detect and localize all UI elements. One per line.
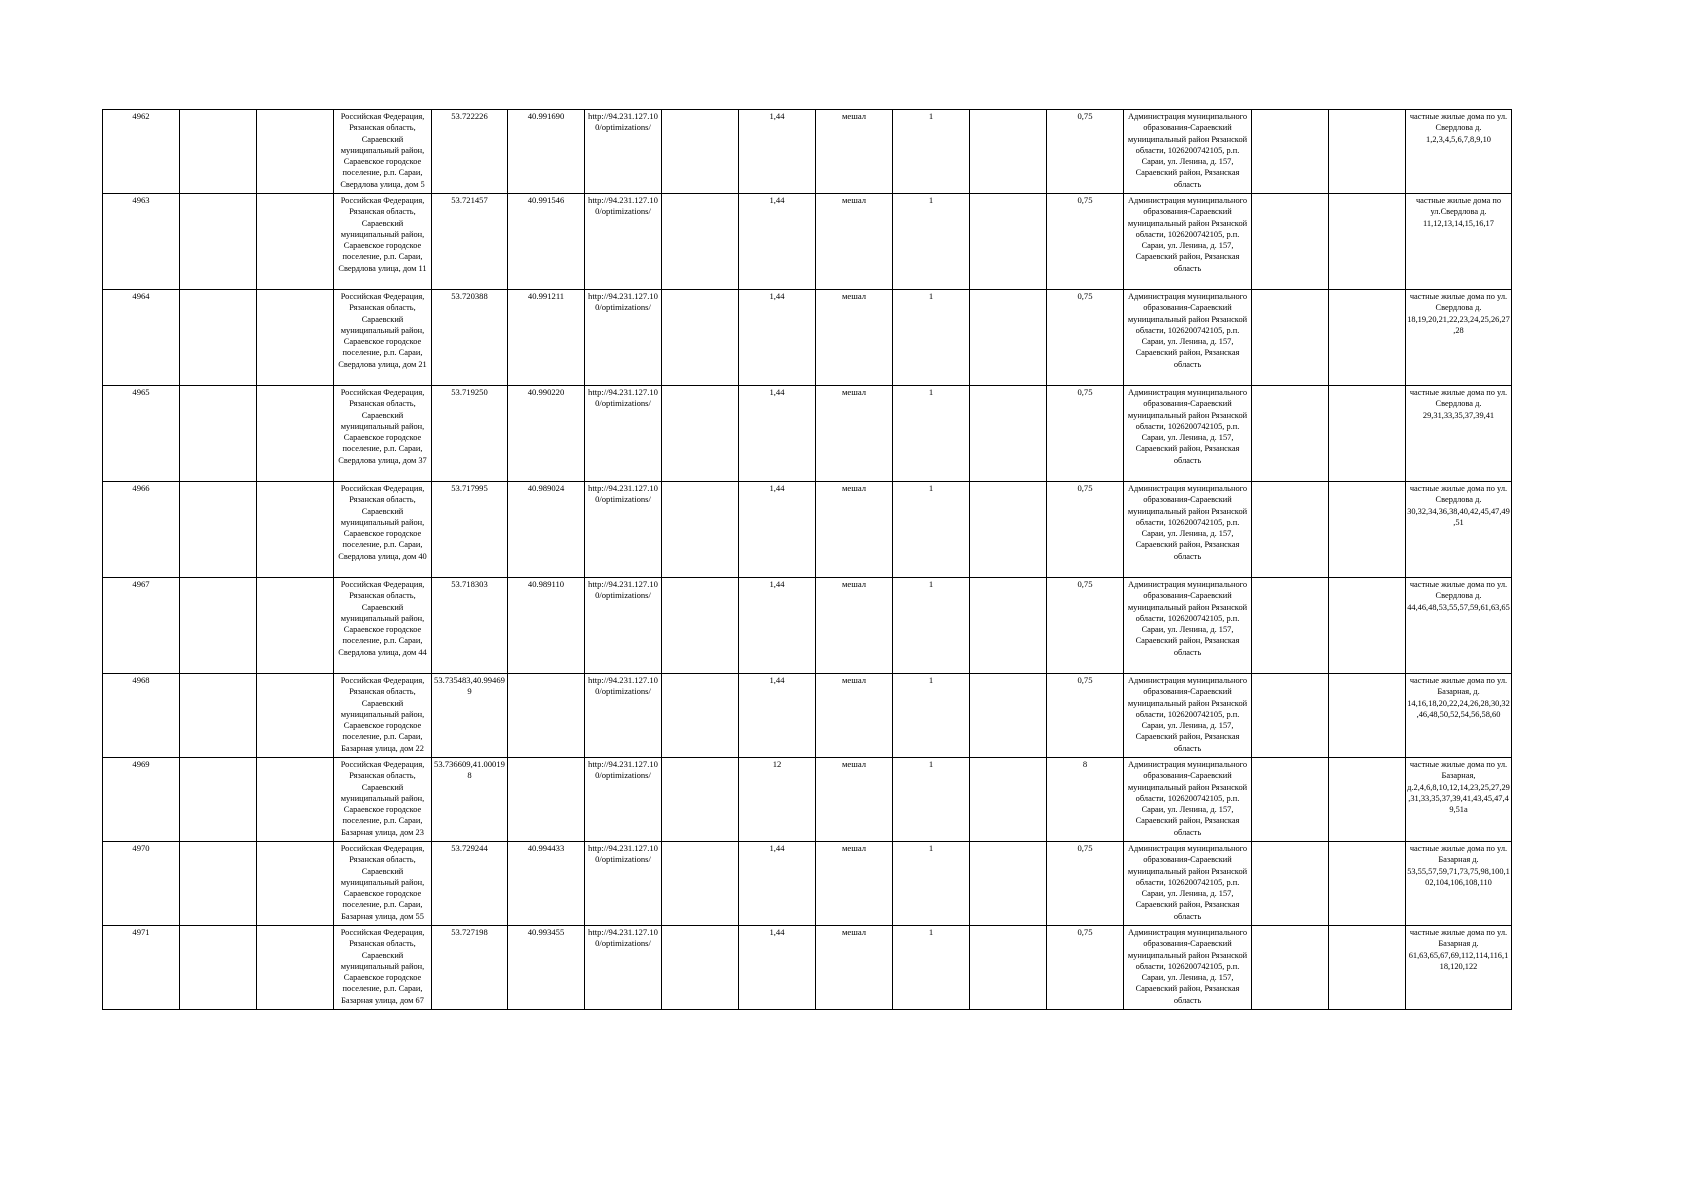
longitude-cell: 40.989024 xyxy=(508,482,585,578)
empty-cell xyxy=(257,482,334,578)
latitude-cell: 53.718303 xyxy=(432,578,508,674)
area-cell: 1,44 xyxy=(739,482,816,578)
longitude-cell: 40.991546 xyxy=(508,194,585,290)
container-count-cell: 1 xyxy=(893,842,970,926)
empty-cell xyxy=(1252,194,1329,290)
longitude-cell: 40.990220 xyxy=(508,386,585,482)
empty-cell xyxy=(1329,386,1406,482)
area-cell: 1,44 xyxy=(739,926,816,1010)
table-row xyxy=(103,110,1512,194)
empty-cell xyxy=(970,290,1047,386)
empty-cell xyxy=(257,110,334,194)
container-count-cell: 1 xyxy=(893,926,970,1010)
row-number-cell: 4965 xyxy=(103,386,180,482)
row-number-cell: 4968 xyxy=(103,674,180,758)
empty-cell xyxy=(1329,758,1406,842)
empty-cell xyxy=(257,758,334,842)
empty-cell xyxy=(180,194,257,290)
owner-cell: Администрация муниципального образования-Сараевский муниципальный район Рязанской области, 1026200742105, р.п. Сараи, ул. Ленина, д. 157, Сараевский район, Рязанская область xyxy=(1124,758,1252,842)
owner-cell: Администрация муниципального образования-Сараевский муниципальный район Рязанской области, 1026200742105, р.п. Сараи, ул. Ленина, д. 157, Сараевский район, Рязанская область xyxy=(1124,386,1252,482)
empty-cell xyxy=(257,194,334,290)
empty-cell xyxy=(662,926,739,1010)
empty-cell xyxy=(662,290,739,386)
url-cell: http://94.231.127.100/optimizations/ xyxy=(585,482,662,578)
volume-cell: 0,75 xyxy=(1047,386,1124,482)
empty-cell xyxy=(1252,926,1329,1010)
empty-cell xyxy=(1252,674,1329,758)
waste-site-register-table xyxy=(102,109,1512,1010)
owner-cell: Администрация муниципального образования-Сараевский муниципальный район Рязанской области, 1026200742105, р.п. Сараи, ул. Ленина, д. 157, Сараевский район, Рязанская область xyxy=(1124,674,1252,758)
empty-cell xyxy=(1252,110,1329,194)
owner-cell: Администрация муниципального образования-Сараевский муниципальный район Рязанской области, 1026200742105, р.п. Сараи, ул. Ленина, д. 157, Сараевский район, Рязанская область xyxy=(1124,290,1252,386)
owner-cell: Администрация муниципального образования-Сараевский муниципальный район Рязанской области, 1026200742105, р.п. Сараи, ул. Ленина, д. 157, Сараевский район, Рязанская область xyxy=(1124,482,1252,578)
volume-cell: 0,75 xyxy=(1047,194,1124,290)
served-objects-cell: частные жилые дома по ул. Свердлова д. 1,2,3,4,5,6,7,8,9,10 xyxy=(1406,110,1512,194)
container-count-cell: 1 xyxy=(893,578,970,674)
container-count-cell: 1 xyxy=(893,674,970,758)
empty-cell xyxy=(180,758,257,842)
empty-cell xyxy=(1252,578,1329,674)
latitude-cell: 53.717995 xyxy=(432,482,508,578)
empty-cell xyxy=(1252,482,1329,578)
coordinates-cell: 53.735483,40.994699 xyxy=(432,674,508,758)
owner-cell: Администрация муниципального образования-Сараевский муниципальный район Рязанской области, 1026200742105, р.п. Сараи, ул. Ленина, д. 157, Сараевский район, Рязанская область xyxy=(1124,842,1252,926)
empty-cell xyxy=(970,110,1047,194)
latitude-cell: 53.719250 xyxy=(432,386,508,482)
empty-cell xyxy=(1329,842,1406,926)
material-cell: мешал xyxy=(816,842,893,926)
empty-cell xyxy=(970,578,1047,674)
empty-cell xyxy=(180,842,257,926)
longitude-cell: 40.994433 xyxy=(508,842,585,926)
empty-cell xyxy=(662,758,739,842)
material-cell: мешал xyxy=(816,194,893,290)
owner-cell: Администрация муниципального образования-Сараевский муниципальный район Рязанской области, 1026200742105, р.п. Сараи, ул. Ленина, д. 157, Сараевский район, Рязанская область xyxy=(1124,578,1252,674)
coordinates-cell: 53.736609,41.000198 xyxy=(432,758,508,842)
empty-cell xyxy=(1329,290,1406,386)
area-cell: 1,44 xyxy=(739,290,816,386)
served-objects-cell: частные жилые дома по ул.Свердлова д. 11,12,13,14,15,16,17 xyxy=(1406,194,1512,290)
row-number-cell: 4969 xyxy=(103,758,180,842)
container-count-cell: 1 xyxy=(893,758,970,842)
served-objects-cell: частные жилые дома по ул. Базарная, д. 14,16,18,20,22,24,26,28,30,32,46,48,50,52,54,56,58,60 xyxy=(1406,674,1512,758)
row-number-cell: 4962 xyxy=(103,110,180,194)
area-cell: 1,44 xyxy=(739,842,816,926)
area-cell: 1,44 xyxy=(739,194,816,290)
latitude-cell: 53.720388 xyxy=(432,290,508,386)
address-cell: Российская Федерация, Рязанская область, Сараевский муниципальный район, Сараевское городское поселение, р.п. Сараи, Базарная улица, дом 67 xyxy=(334,926,432,1010)
url-cell: http://94.231.127.100/optimizations/ xyxy=(585,578,662,674)
address-cell: Российская Федерация, Рязанская область, Сараевский муниципальный район, Сараевское городское поселение, р.п. Сараи, Свердлова улица, дом 11 xyxy=(334,194,432,290)
volume-cell: 0,75 xyxy=(1047,482,1124,578)
row-number-cell: 4970 xyxy=(103,842,180,926)
address-cell: Российская Федерация, Рязанская область, Сараевский муниципальный район, Сараевское городское поселение, р.п. Сараи, Свердлова улица, дом 37 xyxy=(334,386,432,482)
longitude-cell xyxy=(508,758,585,842)
area-cell: 12 xyxy=(739,758,816,842)
served-objects-cell: частные жилые дома по ул. Свердлова д. 18,19,20,21,22,23,24,25,26,27,28 xyxy=(1406,290,1512,386)
material-cell: мешал xyxy=(816,926,893,1010)
address-cell: Российская Федерация, Рязанская область, Сараевский муниципальный район, Сараевское городское поселение, р.п. Сараи, Свердлова улица, дом 5 xyxy=(334,110,432,194)
address-cell: Российская Федерация, Рязанская область, Сараевский муниципальный район, Сараевское городское поселение, р.п. Сараи, Свердлова улица, дом 21 xyxy=(334,290,432,386)
material-cell: мешал xyxy=(816,386,893,482)
served-objects-cell: частные жилые дома по ул. Базарная д. 61,63,65,67,69,112,114,116,118,120,122 xyxy=(1406,926,1512,1010)
empty-cell xyxy=(970,386,1047,482)
latitude-cell: 53.729244 xyxy=(432,842,508,926)
url-cell: http://94.231.127.100/optimizations/ xyxy=(585,842,662,926)
volume-cell: 8 xyxy=(1047,758,1124,842)
empty-cell xyxy=(180,926,257,1010)
material-cell: мешал xyxy=(816,110,893,194)
empty-cell xyxy=(662,842,739,926)
volume-cell: 0,75 xyxy=(1047,674,1124,758)
empty-cell xyxy=(662,578,739,674)
empty-cell xyxy=(1329,110,1406,194)
empty-cell xyxy=(257,578,334,674)
address-cell: Российская Федерация, Рязанская область, Сараевский муниципальный район, Сараевское городское поселение, р.п. Сараи, Базарная улица, дом 22 xyxy=(334,674,432,758)
empty-cell xyxy=(257,842,334,926)
empty-cell xyxy=(180,386,257,482)
empty-cell xyxy=(180,482,257,578)
empty-cell xyxy=(1252,290,1329,386)
empty-cell xyxy=(257,386,334,482)
area-cell: 1,44 xyxy=(739,578,816,674)
table-row xyxy=(103,386,1512,482)
longitude-cell xyxy=(508,674,585,758)
url-cell: http://94.231.127.100/optimizations/ xyxy=(585,758,662,842)
volume-cell: 0,75 xyxy=(1047,110,1124,194)
url-cell: http://94.231.127.100/optimizations/ xyxy=(585,110,662,194)
empty-cell xyxy=(1252,758,1329,842)
container-count-cell: 1 xyxy=(893,194,970,290)
row-number-cell: 4967 xyxy=(103,578,180,674)
longitude-cell: 40.989110 xyxy=(508,578,585,674)
row-number-cell: 4971 xyxy=(103,926,180,1010)
url-cell: http://94.231.127.100/optimizations/ xyxy=(585,290,662,386)
empty-cell xyxy=(970,926,1047,1010)
table-row xyxy=(103,482,1512,578)
volume-cell: 0,75 xyxy=(1047,290,1124,386)
container-count-cell: 1 xyxy=(893,290,970,386)
owner-cell: Администрация муниципального образования-Сараевский муниципальный район Рязанской области, 1026200742105, р.п. Сараи, ул. Ленина, д. 157, Сараевский район, Рязанская область xyxy=(1124,110,1252,194)
empty-cell xyxy=(180,110,257,194)
url-cell: http://94.231.127.100/optimizations/ xyxy=(585,194,662,290)
empty-cell xyxy=(662,482,739,578)
container-count-cell: 1 xyxy=(893,110,970,194)
empty-cell xyxy=(1252,842,1329,926)
container-count-cell: 1 xyxy=(893,482,970,578)
table-row xyxy=(103,290,1512,386)
empty-cell xyxy=(1329,578,1406,674)
table-row xyxy=(103,758,1512,842)
served-objects-cell: частные жилые дома по ул. Свердлова д. 30,32,34,36,38,40,42,45,47,49,51 xyxy=(1406,482,1512,578)
address-cell: Российская Федерация, Рязанская область, Сараевский муниципальный район, Сараевское городское поселение, р.п. Сараи, Свердлова улица, дом 44 xyxy=(334,578,432,674)
area-cell: 1,44 xyxy=(739,110,816,194)
row-number-cell: 4966 xyxy=(103,482,180,578)
table-row xyxy=(103,194,1512,290)
row-number-cell: 4964 xyxy=(103,290,180,386)
volume-cell: 0,75 xyxy=(1047,842,1124,926)
empty-cell xyxy=(1252,386,1329,482)
table-row xyxy=(103,674,1512,758)
material-cell: мешал xyxy=(816,578,893,674)
served-objects-cell: частные жилые дома по ул. Свердлова д. 29,31,33,35,37,39,41 xyxy=(1406,386,1512,482)
area-cell: 1,44 xyxy=(739,386,816,482)
empty-cell xyxy=(257,674,334,758)
empty-cell xyxy=(1329,926,1406,1010)
empty-cell xyxy=(662,110,739,194)
empty-cell xyxy=(970,842,1047,926)
table-row xyxy=(103,926,1512,1010)
address-cell: Российская Федерация, Рязанская область, Сараевский муниципальный район, Сараевское городское поселение, р.п. Сараи, Базарная улица, дом 23 xyxy=(334,758,432,842)
url-cell: http://94.231.127.100/optimizations/ xyxy=(585,386,662,482)
url-cell: http://94.231.127.100/optimizations/ xyxy=(585,926,662,1010)
served-objects-cell: частные жилые дома по ул. Свердлова д. 44,46,48,53,55,57,59,61,63,65 xyxy=(1406,578,1512,674)
empty-cell xyxy=(1329,482,1406,578)
material-cell: мешал xyxy=(816,758,893,842)
empty-cell xyxy=(1329,194,1406,290)
volume-cell: 0,75 xyxy=(1047,926,1124,1010)
empty-cell xyxy=(180,290,257,386)
served-objects-cell: частные жилые дома по ул. Базарная д. 53,55,57,59,71,73,75,98,100,102,104,106,108,110 xyxy=(1406,842,1512,926)
url-cell: http://94.231.127.100/optimizations/ xyxy=(585,674,662,758)
table-row xyxy=(103,842,1512,926)
longitude-cell: 40.991690 xyxy=(508,110,585,194)
empty-cell xyxy=(180,674,257,758)
address-cell: Российская Федерация, Рязанская область, Сараевский муниципальный район, Сараевское городское поселение, р.п. Сараи, Базарная улица, дом 55 xyxy=(334,842,432,926)
empty-cell xyxy=(257,926,334,1010)
area-cell: 1,44 xyxy=(739,674,816,758)
empty-cell xyxy=(970,674,1047,758)
latitude-cell: 53.722226 xyxy=(432,110,508,194)
owner-cell: Администрация муниципального образования-Сараевский муниципальный район Рязанской области, 1026200742105, р.п. Сараи, ул. Ленина, д. 157, Сараевский район, Рязанская область xyxy=(1124,926,1252,1010)
volume-cell: 0,75 xyxy=(1047,578,1124,674)
row-number-cell: 4963 xyxy=(103,194,180,290)
empty-cell xyxy=(180,578,257,674)
container-count-cell: 1 xyxy=(893,386,970,482)
material-cell: мешал xyxy=(816,674,893,758)
empty-cell xyxy=(1329,674,1406,758)
empty-cell xyxy=(970,194,1047,290)
served-objects-cell: частные жилые дома по ул. Базарная, д.2,4,6,8,10,12,14,23,25,27,29,31,33,35,37,39,41,43,45,47,49,51а xyxy=(1406,758,1512,842)
material-cell: мешал xyxy=(816,482,893,578)
material-cell: мешал xyxy=(816,290,893,386)
owner-cell: Администрация муниципального образования-Сараевский муниципальный район Рязанской области, 1026200742105, р.п. Сараи, ул. Ленина, д. 157, Сараевский район, Рязанская область xyxy=(1124,194,1252,290)
empty-cell xyxy=(662,194,739,290)
table-row xyxy=(103,578,1512,674)
empty-cell xyxy=(257,290,334,386)
address-cell: Российская Федерация, Рязанская область, Сараевский муниципальный район, Сараевское городское поселение, р.п. Сараи, Свердлова улица, дом 40 xyxy=(334,482,432,578)
longitude-cell: 40.991211 xyxy=(508,290,585,386)
latitude-cell: 53.721457 xyxy=(432,194,508,290)
latitude-cell: 53.727198 xyxy=(432,926,508,1010)
empty-cell xyxy=(970,482,1047,578)
empty-cell xyxy=(970,758,1047,842)
empty-cell xyxy=(662,386,739,482)
empty-cell xyxy=(662,674,739,758)
longitude-cell: 40.993455 xyxy=(508,926,585,1010)
